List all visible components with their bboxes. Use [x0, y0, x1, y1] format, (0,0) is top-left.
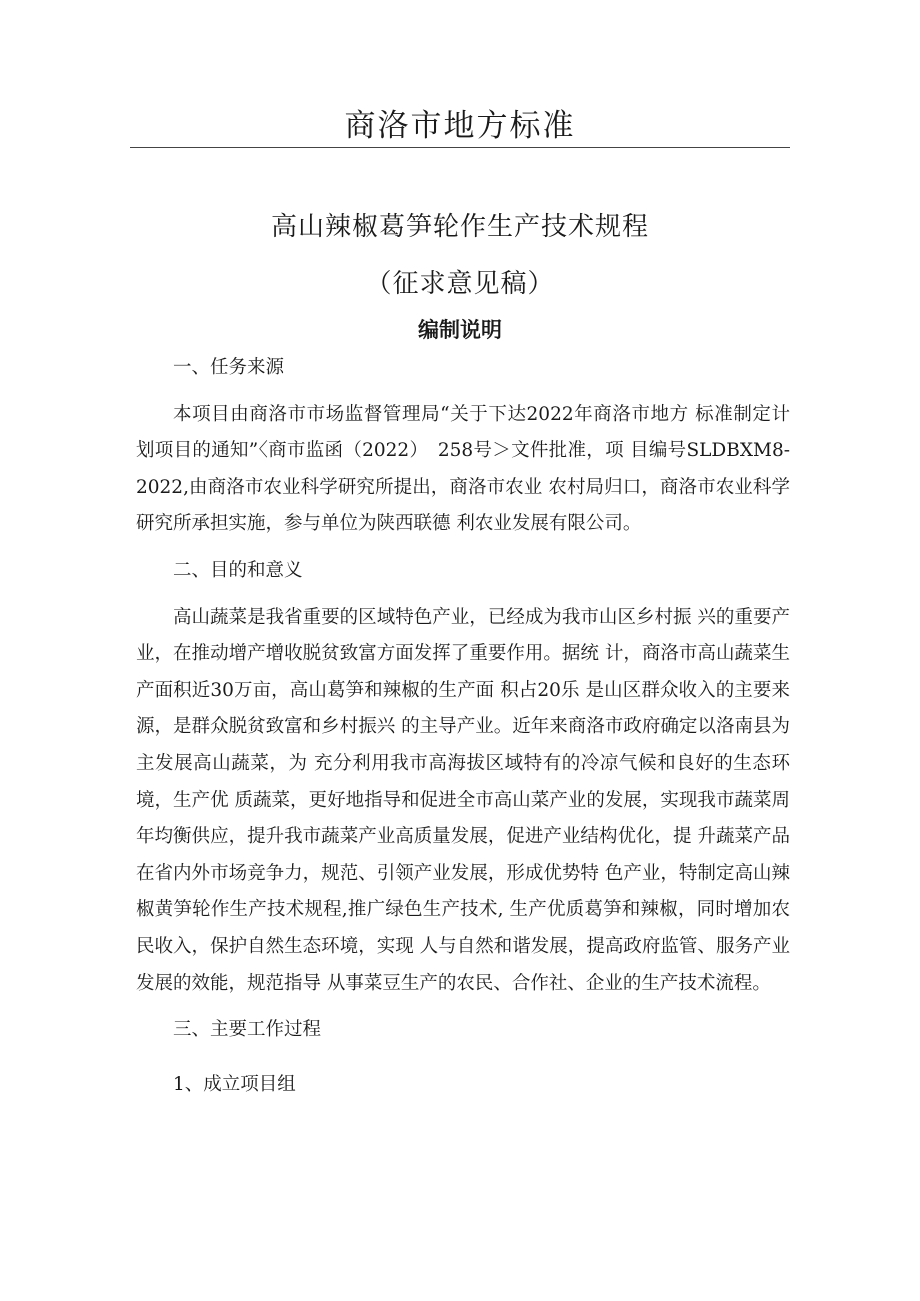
heading-task-source: 一、任务来源 [173, 357, 285, 378]
paragraph-task-source: 本项目由商洛市市场监督管理局“关于下达2022年商洛市地方 标准制定计划项目的通知”〈商市监函（2022） 258号＞文件批准，项 目编号SLDBXM8-2022,由商洛市农业科学研究所提出，商洛市农业 农村局归口，商洛市农业科学研究所承担实施，参与单位为陕西联德 利农业发展有限公司。 [136, 403, 790, 535]
document-subtitle: （征求意见稿） [365, 269, 555, 299]
section-heading-compilation-notes: 编制说明 [418, 318, 502, 342]
heading-work-process: 三、主要工作过程 [173, 1019, 322, 1041]
paragraph-purpose: 高山蔬菜是我省重要的区域特色产业，已经成为我市山区乡村振 兴的重要产业，在推动增产增收脱贫致富方面发挥了重要作用。据统 计，商洛市高山蔬菜生产面积近30万亩，高山葛笋和辣椒的生产面 积占20乐 是山区群众收入的主要来源，是群众脱贫致富和乡村振兴 的主导产业。近年来商洛市政府确定以洛南县为主发展高山蔬菜，为 充分利用我市高海拔区域特有的冷凉气候和良好的生态环境，生产优 质蔬菜，更好地指导和促进全市高山菜产业的发展，实现我市蔬菜周 年均衡供应，提升我市蔬菜产业高质量发展，促进产业结构优化，提 升蔬菜产品在省内外市场竞争力，规范、引领产业发展，形成优势特 色产业，特制定高山辣椒黄笋轮作生产技术规程,推广绿色生产技术, 生产优质葛笋和辣椒，同时增加农民收入，保护自然生态环境，实现 人与自然和谐发展，提高政府监管、服务产业发展的效能，规范指导 从事菜豆生产的农民、合作社、企业的生产技术流程。 [136, 606, 790, 994]
header-divider [130, 147, 790, 148]
document-body [136, 350, 790, 1103]
heading-purpose: 二、目的和意义 [173, 559, 303, 581]
heading-project-team: 1、成立项目组 [173, 1073, 296, 1095]
document-title: 高山辣椒葛笋轮作生产技术规程 [270, 212, 649, 242]
standard-header-title: 商洛市地方标准 [344, 108, 576, 144]
